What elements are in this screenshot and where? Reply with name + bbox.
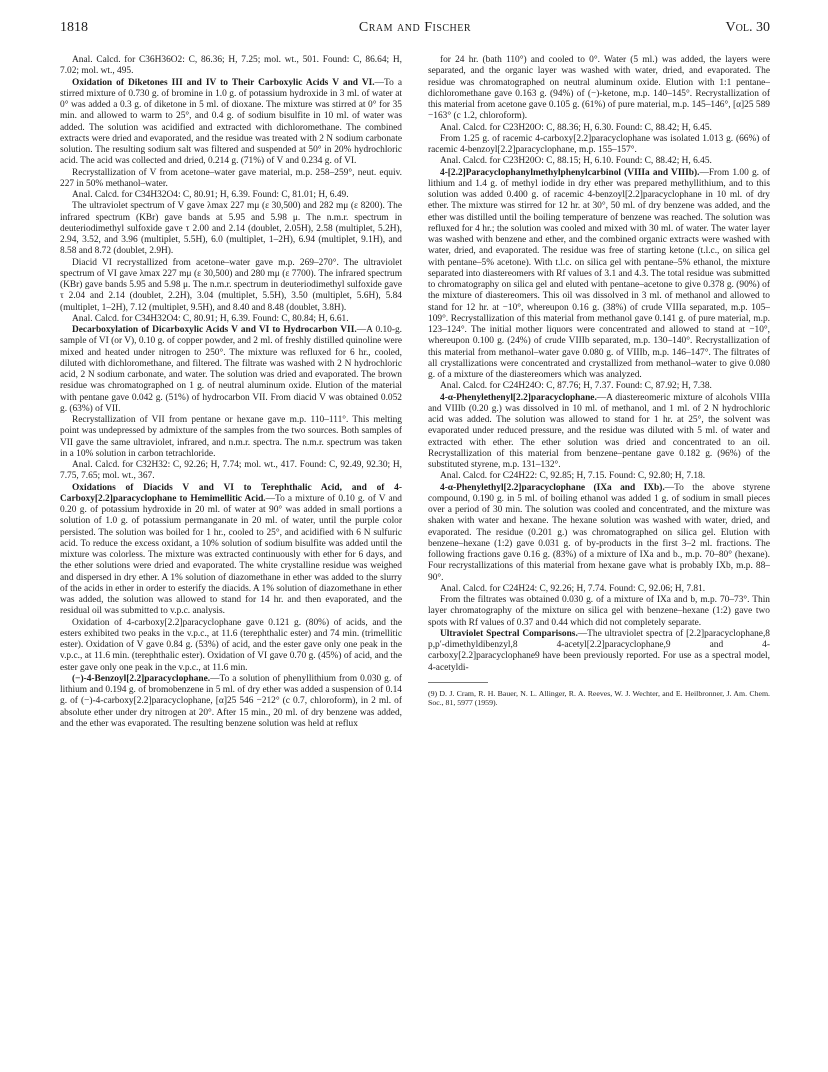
paragraph-text: for 24 hr. (bath 110°) and cooled to 0°. Water (5 ml.) was added, the layers were separated, and the organic layer was washed with water, dried, and evaporated. The residue was chromatographed on neutral aluminum oxide. Elution with 1:1 pentane–dichloromethane gave 0.163 g. (94%) of (−)-ketone, m.p. 140–145°. Recrystallization of this material from acetone gave 0.105 g. (61%) of pure material, m.p. 145–146°, [α]25 589 −163° (c 1.2, chloroform). [428,55,770,122]
paragraph [428,584,770,595]
paragraph [60,415,402,460]
paragraph-text: —The ultraviolet spectra of [2.2]paracyclophane,8 p,p′-dimethyldibenzyl,8 4-acetyl[2.2]paracyclophane,9 and 4-carboxy[2.2]paracyclophane9 have been previously reported. For use as a spectral model, 4-acetyldi- [428,628,770,673]
right-column [428,55,770,1065]
paragraph-text: Recrystallization of V from acetone–water gave material, m.p. 258–259°, neut. equiv. 227 in 50% methanol–water. [60,167,402,189]
paragraph [428,629,770,674]
paragraph-text: Anal. Calcd. for C24H24O: C, 87.76; H, 7.37. Found: C, 87.92; H, 7.38. [440,381,712,392]
paragraph [428,168,770,382]
paragraph [428,55,770,123]
paragraph [60,483,402,618]
paragraph [428,381,770,392]
paragraph [428,595,770,629]
paragraph-text: Anal. Calcd. for C23H20O: C, 88.36; H, 6.30. Found: C, 88.42; H, 6.45. [440,122,712,133]
left-column [60,55,402,1065]
section-heading: Oxidations of Diacids V and VI to Terephthalic Acid, and of 4-Carboxy[2.2]paracyclophane to Hemimellitic Acid. [60,482,402,504]
section-heading: 4-α-Phenylethyl[2.2]paracyclophane (IXa and IXb). [440,482,665,493]
paragraph-text: Anal. Calcd. for C34H32O4: C, 80.91; H, 6.39. Found: C, 81.01; H, 6.49. [72,190,349,200]
paragraph [428,471,770,482]
paragraph-text: Oxidation of 4-carboxy[2.2]paracyclophane gave 0.121 g. (80%) of acids, and the esters exhibited two peaks in the v.p.c., at 11.6 (terephthalic ester) and 74 min. (trimellitic ester). Oxidation of V gave 0.84 g. (53%) of acid, and the ester gave only one peak in the v.p.c., at 11.6 min. (terephthalic ester). Oxidation of VI gave 0.70 g. (45%) of acid, and the ester gave only one peak in the v.p.c., at 11.6 min. [60,617,402,673]
paragraph-text: —To a solution of phenyllithium from 0.030 g. of lithium and 0.194 g. of bromobenzene in 5 ml. of dry ether was added a suspension of 0.14 g. of (−)-4-carboxy[2.2]paracyclophane, [α]25 546 −212° (c 0.7, chloroform), in 2 ml. of absolute ether under dry nitrogen at 20°. After 15 min., 20 ml. of dry benzene was added, and the ether was evaporated. The resulting benzene solution was held at reflux [60,673,402,729]
paragraph-text: —A 0.10-g. sample of VI (or V), 0.10 g. of copper powder, and 2 ml. of freshly distilled quinoline were mixed and heated under nitrogen to 250°. The mixture was refluxed for 6 hr., cooled, diluted with dichloromethane, and filtered. The filtrate was washed with 2 N hydrochloric acid, 2 N sodium carbonate, and water. The solution was dried and evaporated. The brown residue was chromatographed on 1 g. of neutral aluminum oxide. Elution of the material with pentane gave 0.042 g. (51%) of hydrocarbon VII. From diacid V was obtained 0.052 g. (63%) of VII. [60,325,402,414]
paragraph [60,325,402,415]
paragraph-text: The ultraviolet spectrum of V gave λmax 227 mμ (ε 30,500) and 282 mμ (ε 8200). The infrared spectrum (KBr) gave bands at 5.95 and 5.98 μ. The n.m.r. spectrum in deuteriodimethyl sulfoxide gave τ 2.00 and 2.14 (doublet, 2.05H), 2.58 (multiplet, 5.2H), 2.94, 3.52, and 3.96 (multiplet, 5.5H), 6.0 (multiplet, 1–2H), 6.94 (multiplet, 9.1H), and 8.58 and 8.72 (doublet, 2.9H). [60,201,402,257]
paragraph-text: From 1.25 g. of racemic 4-carboxy[2.2]paracyclophane was isolated 1.013 g. (66%) of racemic 4-benzoyl[2.2]paracyclophane, m.p. 155–157°. [428,133,770,155]
paragraph [60,674,402,730]
paragraph-text: Anal. Calcd. for C36H36O2: C, 86.36; H, 7.25; mol. wt., 501. Found: C, 86.64; H, 7.02; mol. wt., 495. [60,55,402,77]
paragraph-text: —To the above styrene compound, 0.190 g. in 5 ml. of boiling ethanol was added 1 g. of sodium in small pieces over a period of 30 min. The solution was cooled and concentrated, and the mixture was shaken with water and hexane. The hexane solution was washed with water, dried, and evaporated. The residue (0.201 g.) was chromatographed on silica gel. Elution with benzene–hexane (1:2) gave 0.031 g. of by-products in the first 3–2 ml. fractions. The following fractions gave 0.16 g. (83%) of a mixture of IXa and b., m.p. 70–80° (hexane). Four recrystallizations of this material from hexane gave what is probably IXb, m.p. 88–90°. [428,482,770,583]
paragraph [60,201,402,257]
paragraph-text: —To a mixture of 0.10 g. of V and 0.20 g. of potassium hydroxide in 20 ml. of water at 90° was added in small portions a solution of 1.0 g. of potassium permanganate in 20 ml. of water, until the purple color persisted. The solution was boiled for 1 hr., cooled to 25°, and acidified with 6 N sulfuric acid. To reduce the excess oxidant, a 10% solution of sodium bisulfite was added until the mixture was colorless. The mixture was extracted continuously with ether for 6 days, and the ether solutions were dried and evaporated. The white crystalline residue was weighed and dispersed in dry ether. A 1% solution of diazomethane in ether was added to the slurry of the acids in ether in order to esterify the diacids. A 1% solution of diazomethane in ether was added, the solution was allowed to stand for 14 hr. and then evaporated, and the residual oil was submitted to v.p.c. analysis. [60,493,402,617]
paragraph-text: Anal. Calcd. for C24H24: C, 92.26; H, 7.74. Found: C, 92.06; H, 7.81. [440,583,706,594]
footnote: (9) D. J. Cram, R. H. Bauer, N. L. Allinger, R. A. Reeves, W. J. Wechter, and E. Heilbronner, J. Am. Chem. Soc., 81, 5977 (1959). [428,688,770,708]
paragraph [428,134,770,157]
paragraph [60,78,402,168]
paragraph-text: Anal. Calcd. for C24H22: C, 92.85; H, 7.15. Found: C, 92.80; H, 7.18. [440,471,706,482]
paragraph-text: —A diastereomeric mixture of alcohols VIIIa and VIIIb (0.20 g.) was dissolved in 10 ml. of methanol, and 1 ml. of 2 N hydrochloric acid was added. The solution was allowed to stand for 1 hr. at 25°, the solvent was evaporated under reduced pressure, and the residue was diluted with 5 ml. of water and extracted with ether. The ether solution was dried and concentrated to an oil. Recrystallization of this material from benzene–pentane gave 0.182 g. (96%) of the substituted styrene, m.p. 131–132°. [428,392,770,470]
paragraph [428,156,770,167]
section-heading: Ultraviolet Spectral Comparisons. [440,628,578,639]
paragraph-text: Diacid VI recrystallized from acetone–water gave m.p. 269–270°. The ultraviolet spectrum of VI gave λmax 227 mμ (ε 30,500) and 280 mμ (ε 7700). The infrared spectrum (KBr) gave bands 5.95 and 5.98 μ. The n.m.r. spectrum in deuteriodimethyl sulfoxide gave τ 2.04 and 2.14 (doublet, 2.2H), 3.04 (multiplet, 5.5H), 3.50 (multiplet, 5.6H), 5.84 (multiplet, 1–2H), 7.12 (multiplet, 9.5H), and 8.40 and 8.48 (doublet, 3.8H). [60,257,402,313]
paragraph [60,258,402,314]
paragraph [60,618,402,674]
paragraph [428,483,770,584]
paragraph [60,460,402,483]
section-heading: 4-[2.2]Paracyclophanylmethylphenylcarbinol (VIIIa and VIIIb). [440,167,700,178]
paragraph-text: Recrystallization of VII from pentane or hexane gave m.p. 110–111°. This melting point was undepressed by admixture of the samples from the two sources. Both samples of VII gave the same ultraviolet, infrared, and n.m.r. spectra. The n.m.r. spectrum was taken in a 10% solution in carbon tetrachloride. [60,415,402,459]
paragraph [428,393,770,472]
page-number: 1818 [60,20,88,35]
paragraph [60,314,402,325]
paragraph-text: Anal. Calcd. for C34H32O4: C, 80.91; H, 6.39. Found: C, 80.84; H, 6.61. [72,313,349,324]
paragraph-text: —From 1.00 g. of lithium and 1.4 g. of methyl iodide in dry ether was prepared methyllithium, and to this solution was added 0.400 g. of racemic 4-benzoyl[2.2]paracyclophane in 10 ml. of dry ether. The mixture was stirred for 12 hr. at 30°, 50 ml. of dry benzene was added, and the ether was distilled until the boiling temperature of benzene was reached. The solution was refluxed for 4 hr.; the solution was cooled and mixed with 30 ml. of water. The water layer was washed with benzene and ether, and the combined organic extracts were washed with water, dried, and evaporated. The residue was free of starting ketone (t.l.c., on silica gel with pentane–5% acetone). With t.l.c. on silica gel with pentane–5% ethanol, the mixture separated into diastereomers with Rf values of 3.1 and 4.3. The total residue was submitted to chromatography on silica gel and eluted with pentane–acetone to give 0.378 g. (90%) of the mixture of diastereomers. This oil was dissolved in 3 ml. of methanol and allowed to stand for 12 hr. at −10°, whereupon 0.16 g. (38%) of crude VIIIa separated, m.p. 105–109°. Recrystallization of this material from methanol gave 0.141 g. of pure material, m.p. 123–124°. The initial mother liquors were concentrated and allowed to stand at −10°, whereupon 0.100 g. (24%) of crude VIIIb separated, m.p. 130–140°. Recrystallization of this material from methanol–water gave 0.080 g. of VIIIb, m.p. 146–147°. The filtrates of all crystallizations were concentrated and crystallized from methanol–water to give 0.080 g. of a mixture of the diastereomers which was analyzed. [428,167,770,380]
volume-label: Vol. 30 [725,20,770,35]
paragraph [60,190,402,201]
paragraph-text: Anal. Calcd. for C32H32: C, 92.26; H, 7.74; mol. wt., 417. Found: C, 92.49, 92.30; H, 7.75, 7.65; mol. wt., 367. [60,460,402,482]
section-heading: 4-α-Phenylethenyl[2.2]paracyclophane. [440,392,597,403]
running-title: Cram and Fischer [358,20,472,35]
paragraph [60,55,402,78]
paragraph-text: —To a stirred mixture of 0.730 g. of bromine in 1.0 g. of potassium hydroxide in 3 ml. of water at 0° was added a 0.3 g. of diketone in 5 ml. of dioxane. The mixture was stirred at 0° for 35 min. and allowed to warm to 25°, and 0.4 g. of sodium bisulfite in 10 ml. of water was added. The solution was acidified and extracted with dichloromethane. The combined extracts were dried and evaporated, and the residue was treated with 2 N sodium carbonate solution. The resulting sodium salt was filtered and suspended at 50° in 20% hydrochloric acid. The acid was collected and dried, 0.214 g. (71%) of V and 0.234 g. of VI. [60,77,402,167]
section-heading: (−)-4-Benzoyl[2.2]paracyclophane. [72,673,211,684]
paragraph [60,168,402,191]
footnote-rule [428,682,488,683]
running-header [60,20,770,40]
paragraph-text: From the filtrates was obtained 0.030 g. of a mixture of IXa and b, m.p. 70–73°. Thin layer chromatography of the mixture on silica gel with benzene–hexane (1:2) gave two spots with Rf values of 0.37 and 0.44 which did not completely separate. [428,595,770,628]
section-heading: Oxidation of Diketones III and IV to Their Carboxylic Acids V and VI. [72,77,375,88]
section-heading: Decarboxylation of Dicarboxylic Acids V and VI to Hydrocarbon VII. [72,325,357,335]
paragraph [428,123,770,134]
paragraph-text: Anal. Calcd. for C23H20O: C, 88.15; H, 6.10. Found: C, 88.42; H, 6.45. [440,156,712,167]
